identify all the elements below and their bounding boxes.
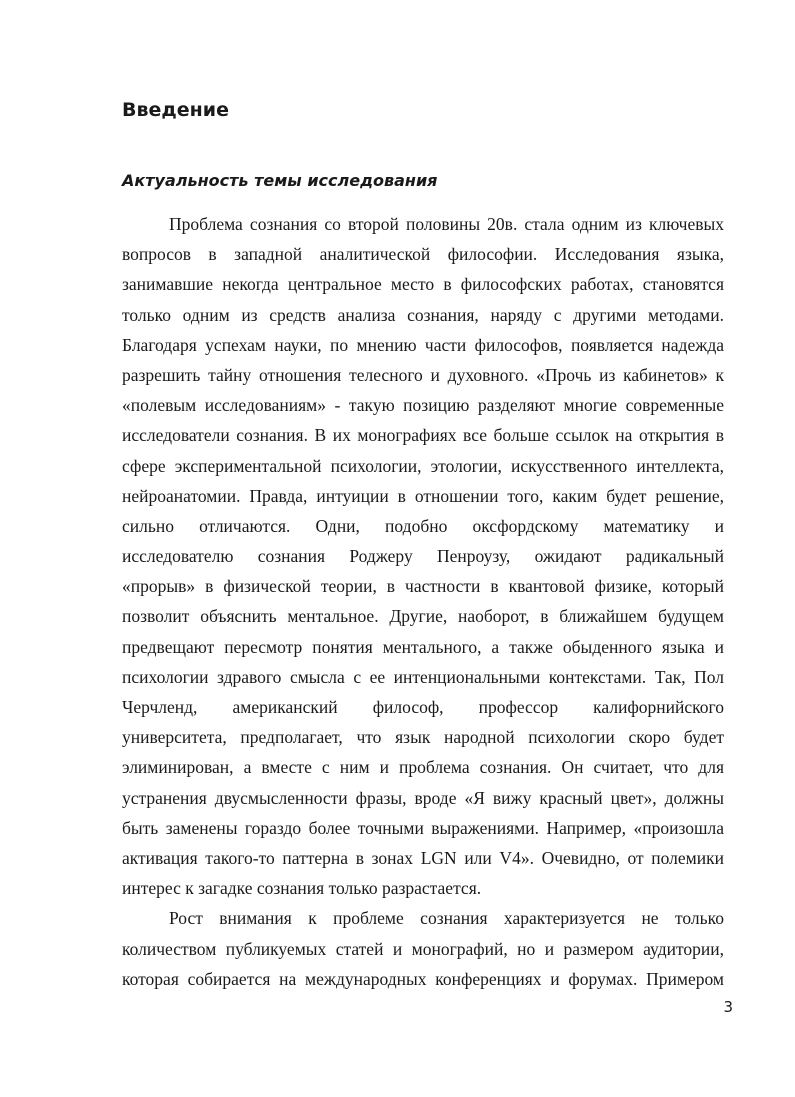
paragraph-2 — [122, 903, 724, 994]
page-number: 3 — [723, 998, 733, 1016]
paragraph-1 — [122, 209, 724, 903]
text-line: количеством публикуемых статей и монографий, но и размером аудитории, — [122, 938, 724, 959]
chapter-title: Введение — [122, 99, 229, 121]
text-line: которая собирается на международных конференциях и форумах. Примером — [122, 968, 724, 989]
text-line: быть заменены гораздо более точными выражениями. Например, «произошла — [122, 817, 724, 838]
section-title: Актуальность темы исследования — [122, 171, 438, 190]
text-line: только одним из средств анализа сознания, наряду с другими методами. — [122, 304, 724, 325]
text-line: Благодаря успехам науки, по мнению части философов, появляется надежда — [122, 334, 724, 355]
text-line: разрешить тайну отношения телесного и духовного. «Прочь из кабинетов» к — [122, 364, 724, 385]
body-text — [122, 209, 724, 994]
text-line: психологии здравого смысла с ее интенциональными контекстами. Так, Пол — [122, 666, 724, 687]
text-line: элиминирован, а вместе с ним и проблема сознания. Он считает, что для — [122, 757, 724, 778]
text-line: предвещают пересмотр понятия ментального, а также обыденного языка и — [122, 636, 724, 657]
text-line: активация такого-то паттерна в зонах LGN или V4». Очевидно, от полемики — [122, 847, 724, 868]
text-line: университета, предполагает, что язык народной психологии скоро будет — [122, 727, 724, 748]
text-line: занимавшие некогда центральное место в философских работах, становятся — [122, 274, 724, 295]
text-line: вопросов в западной аналитической философии. Исследования языка, — [122, 244, 724, 265]
text-line: позволит объяснить ментальное. Другие, наоборот, в ближайшем будущем — [122, 606, 724, 627]
text-line: исследователи сознания. В их монографиях все больше ссылок на открытия в — [122, 425, 724, 446]
text-line: интерес к загадке сознания только разрастается. — [122, 878, 482, 899]
text-line: «полевым исследованиям» - такую позицию разделяют многие современные — [122, 395, 724, 416]
text-line: «прорыв» в физической теории, в частности в квантовой физике, который — [122, 576, 724, 597]
text-line: исследователю сознания Роджеру Пенроузу, ожидают радикальный — [122, 546, 724, 567]
text-line: сфере экспериментальной психологии, этологии, искусственного интеллекта, — [122, 455, 724, 476]
text-line: Черчленд, американский философ, профессор калифорнийского — [122, 697, 724, 717]
text-line: сильно отличаются. Одни, подобно оксфордскому математику и — [122, 515, 724, 536]
text-line: Рост внимания к проблеме сознания характеризуется не только — [169, 908, 724, 929]
text-line: Проблема сознания со второй половины 20в. стала одним из ключевых — [169, 214, 724, 234]
text-line: нейроанатомии. Правда, интуиции в отношении того, каким будет решение, — [122, 485, 724, 506]
text-line: устранения двусмысленности фразы, вроде «Я вижу красный цвет», должны — [122, 787, 724, 808]
